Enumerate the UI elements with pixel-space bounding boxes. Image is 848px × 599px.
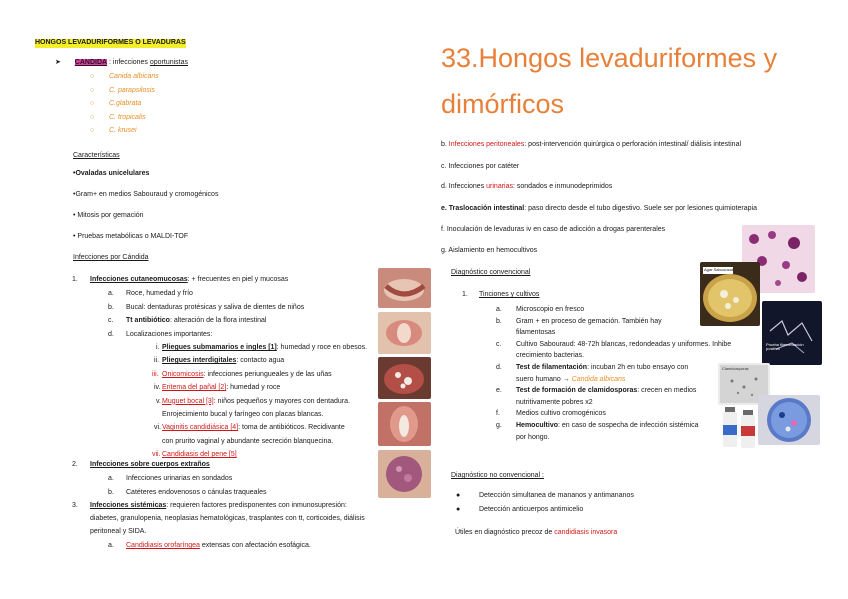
location-title: Muguet bocal [3] [162, 397, 214, 405]
item3-num: 3. [72, 502, 78, 509]
species-bullet-icon: ○ [90, 113, 95, 121]
right-line [441, 163, 519, 172]
location-title: Vaginitis candidiásica [4] [162, 424, 239, 432]
conv-letter: c. [496, 340, 502, 348]
photo-blood-culture-bottle-2 [740, 410, 756, 448]
location-line [162, 424, 345, 433]
conv-letter: a. [496, 306, 502, 313]
photo-penile-candidiasis [378, 450, 431, 498]
candida-desc-prefix: : infecciones [109, 59, 150, 66]
location-line [162, 398, 350, 407]
conv-line [516, 318, 662, 327]
species-bullet-icon: ○ [90, 127, 95, 134]
item1-sub-text: Roce, humedad y frío [126, 290, 193, 297]
location-rest: : humedad y roce [226, 384, 281, 392]
conv-letter: d. [496, 364, 502, 371]
item3-sub-red: Candidiasis orofaríngea [126, 542, 200, 549]
photo-chromogenic-plate [758, 395, 820, 445]
species-item: C. parapsilosis [109, 86, 155, 94]
conv-text: Cultivo Sabouraud: 48-72h blancas, redondeadas y uniformes. Inhibe [516, 340, 732, 348]
conv-letter: e. [496, 387, 502, 395]
species-item: C.glabrata [109, 100, 142, 107]
right-line [441, 183, 612, 192]
candida-line [55, 59, 188, 68]
item3-line3: peritoneal y SIDA. [90, 528, 147, 535]
right-line-prefix: c. Infecciones por catéter [441, 163, 520, 170]
item1-num: 1. [72, 276, 78, 283]
location-num: ii. [154, 357, 160, 365]
item2-sub-text: Infecciones urinarias en sondados [126, 475, 233, 482]
photo-diaper-rash [378, 312, 431, 354]
location-rest: con prurito vaginal y abundante secreción blanquecina. [162, 437, 334, 445]
species-bullet-icon: ○ [90, 86, 95, 94]
species-item: C. tropicalis [109, 113, 146, 121]
right-line [441, 226, 665, 235]
item2-title: Infecciones sobre cuerpos extraños [90, 461, 210, 468]
conv-text: por hongo. [516, 433, 550, 441]
species-item: Canida albicans [109, 73, 159, 80]
candida-desc-link: oportunistas [149, 59, 189, 66]
location-num: iv. [154, 384, 161, 392]
conv-num: 1. [462, 291, 468, 298]
item3-line [90, 502, 347, 511]
item3-sub-letter: a. [108, 542, 114, 549]
infections-title: Infecciones por Cándida [73, 254, 149, 261]
conv-line [516, 376, 625, 385]
location-line [162, 438, 333, 447]
item1-sub-text [126, 317, 266, 326]
item1-sub-letter: c. [108, 317, 114, 324]
location-title: Eritema del pañal [2] [162, 384, 227, 392]
item3-line2: diabetes, granulopenia, neoplasias hematológicas, trasplantes con tt, corticoides, diálisis [90, 515, 365, 522]
conv-text: : incuban 2h en tubo ensayo con [587, 364, 689, 371]
location-title: Pliegues submamarios e ingles [1] [162, 344, 277, 351]
species-bullet-icon: ○ [90, 100, 95, 107]
location-rest: : humedad y roce en obesos. [276, 344, 368, 351]
right-line-prefix: b. [441, 141, 449, 148]
item2-sub-letter: b. [108, 488, 114, 496]
item1-sub-bold: Tt antibiótico [126, 317, 170, 324]
conv-line [516, 410, 606, 419]
photo-oral-thrush [378, 357, 431, 399]
item2-num: 2. [72, 461, 78, 468]
location-rest: : toma de antibióticos. Recidivante [238, 424, 345, 432]
albicans-note: Candida albicans [571, 375, 626, 383]
conv-line [516, 422, 698, 431]
right-line [441, 205, 757, 214]
conv-line [516, 306, 584, 315]
location-title: Pliegues interdigitales [162, 357, 237, 365]
item1-sub-letter: b. [108, 303, 114, 311]
item1-title: Infecciones cutaneomucosas [90, 276, 188, 283]
conv-line [516, 364, 688, 373]
item1-sub-rest: : alteración de la flora intestinal [169, 317, 267, 324]
clamido-label: Clamidosporas [722, 366, 749, 371]
photo-agar-plate [700, 262, 760, 326]
item3-sub [126, 542, 311, 551]
item1-rest: : + frecuentes en piel y mucosas [187, 276, 289, 283]
right-line-red: Infecciones peritoneales [448, 141, 525, 148]
item1-sub-text: Bucal: dentaduras protésicas y saliva de dientes de niños [126, 303, 305, 311]
agar-label: Agar Sabouraud [704, 267, 734, 272]
right-line-prefix: f. Inoculación de levaduras iv en caso de adicción a drogas parenterales [441, 226, 666, 233]
location-num: i. [156, 344, 160, 351]
location-title: Candidiasis del pene [5] [162, 451, 237, 459]
conv-line [516, 329, 555, 338]
right-line-rest: : sondados e inmunodeprimidos [513, 183, 613, 190]
location-title: Onicomicosis [162, 370, 204, 378]
location-rest: : contacto agua [236, 357, 285, 365]
location-num: v. [156, 397, 161, 405]
conv-bold: Test de formación de clamidosporas [516, 387, 638, 395]
right-line-red: urinarias [486, 183, 513, 190]
location-num: iii. [152, 370, 159, 378]
conv-letter: b. [496, 317, 502, 325]
useful-red: candidiasis invasora [554, 529, 618, 536]
location-line [162, 371, 332, 380]
conv-text: Gram + en proceso de gemación. También hay [516, 317, 662, 325]
location-num: vi. [154, 424, 161, 432]
right-line-prefix: g. Aislamiento en hemocultivos [441, 247, 538, 254]
photo-vaginitis [378, 402, 431, 446]
photo-blood-culture-bottle-1 [722, 407, 738, 447]
photo-intertrigo [378, 268, 431, 308]
nonconv-item: Detección simultanea de mananos y antimananos [479, 492, 634, 499]
conv-bold: Test de filamentación [516, 364, 588, 371]
conv-text: Microscopio en fresco [516, 306, 585, 313]
conv-text: filamentosas [516, 329, 556, 337]
nonconv-title: Diagnóstico no convencional : [451, 472, 545, 479]
conv-bold: Hemocultivo [516, 422, 559, 429]
nonconv-bullet-icon: ● [456, 492, 461, 499]
prueba-label: Prueba filamentación positiva [766, 342, 804, 352]
conv-text: nutritivamente pobres x2 [516, 398, 593, 406]
conv-letter: g. [496, 422, 502, 429]
item1-sub-text: Localizaciones importantes: [126, 330, 213, 338]
conv-text: : en caso de sospecha de infección sistémica [558, 422, 699, 429]
right-line [441, 141, 741, 150]
conv-line [516, 352, 584, 361]
characteristic-item: • Pruebas metabólicas o MALDI-TOF [73, 233, 189, 240]
item1-line [90, 276, 288, 285]
conv-title: Diagnóstico convencional [451, 269, 531, 276]
location-num: vii. [152, 451, 161, 459]
species-item: C. krusei [109, 127, 137, 134]
right-line-prefix: e. Traslocación intestinal [441, 205, 525, 212]
nonconv-item: Detección anticuerpos antimicelio [479, 506, 584, 513]
useful-line [455, 529, 617, 538]
right-line-rest: : paso directo desde el tubo digestivo. Suele ser por lesiones quimioterapia [524, 205, 757, 212]
conv-line [516, 399, 593, 408]
right-line-prefix: d. Infecciones [441, 183, 487, 190]
location-rest: : niños pequeños y mayores con dentadura. [213, 397, 350, 405]
conv-text: suero humano → [516, 375, 572, 383]
location-rest: Enrojecimiento bucal y faríngeo con placas blancas. [162, 411, 324, 418]
useful-prefix: Útiles en diagnóstico precoz de [455, 529, 555, 536]
item2-sub-text: Catéteres endovenosos o cánulas traqueales [126, 488, 267, 496]
conv-text: crecimiento bacterias. [516, 352, 585, 360]
characteristic-item: • Mitosis por gemación [73, 212, 144, 219]
location-line [162, 451, 237, 460]
conv-sub-title: Tinciones y cultivos [479, 291, 540, 298]
right-line [441, 247, 537, 256]
item3-title: Infecciones sistémicas [90, 502, 167, 509]
location-line [162, 344, 367, 353]
right-line-rest: : post-intervención quirúrgica o perforación intestinal/ diálisis intestinal [524, 141, 742, 148]
location-line [162, 384, 280, 393]
candida-label: CANDIDA [74, 59, 108, 66]
item2-sub-letter: a. [108, 475, 114, 482]
nonconv-bullet-icon: ● [456, 506, 461, 513]
species-bullet-icon: ○ [90, 73, 95, 80]
page-title-line2: dimórficos [441, 89, 565, 119]
characteristic-item: •Gram+ en medios Sabouraud y cromogénicos [73, 191, 219, 198]
location-rest: : infecciones periungueales y de las uñas [203, 370, 332, 378]
characteristics-title: Características [73, 152, 120, 159]
item3-sub-rest: extensas con afectación esofágica. [199, 542, 311, 549]
item1-sub-letter: d. [108, 330, 114, 338]
item1-sub-letter: a. [108, 290, 114, 297]
arrow-bullet-icon: ➤ [55, 59, 61, 66]
conv-line [516, 387, 696, 396]
location-line [162, 357, 284, 366]
conv-text: Medios cultivo cromogénicos [516, 410, 606, 418]
photo-filamentation [762, 301, 822, 365]
conv-text: : crecen en medios [637, 387, 697, 395]
conv-line [516, 341, 731, 350]
conv-letter: f. [496, 410, 500, 418]
location-line [162, 411, 323, 420]
header-label: HONGOS LEVADURIFORMES O LEVADURAS [35, 39, 186, 46]
conv-line [516, 434, 549, 443]
item3-rest: : requieren factores predisponentes con inmunosupresión: [166, 502, 347, 509]
page-title-line1: 33.Hongos levaduriformes y [441, 43, 778, 73]
characteristic-item: •Ovaladas unicelulares [73, 170, 150, 177]
